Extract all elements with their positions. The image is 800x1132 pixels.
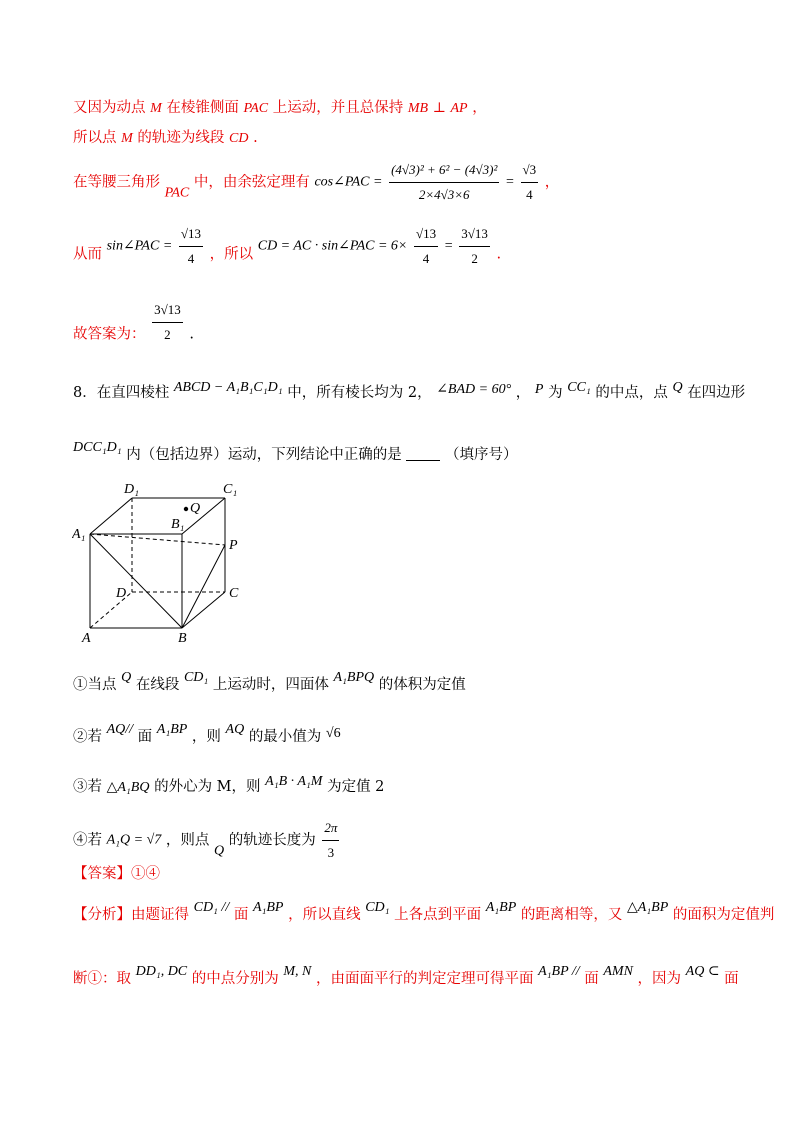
fraction-denominator: 2 bbox=[471, 251, 478, 266]
math-Q: Q bbox=[214, 843, 225, 859]
analysis-line-2 bbox=[73, 962, 739, 989]
math-AQ-subset: AQ ⊂ bbox=[685, 964, 720, 979]
line-A1B bbox=[90, 534, 182, 628]
label-P: P bbox=[229, 538, 238, 553]
answer-fraction bbox=[152, 300, 183, 345]
text: 断①：取 bbox=[73, 971, 131, 987]
text: ， bbox=[544, 174, 560, 191]
label-B1: B₁ bbox=[171, 517, 185, 532]
math-MN: M, N bbox=[283, 964, 312, 979]
text: 的中点分别为 bbox=[191, 971, 279, 987]
text: ，所以直线 bbox=[288, 907, 361, 923]
text: 中，所有棱长均为 2， bbox=[287, 385, 432, 401]
text: ， bbox=[472, 100, 487, 116]
text: 的体积为定值 bbox=[378, 677, 466, 693]
text: 在等腰三角形 bbox=[73, 174, 160, 191]
math-plane: A₁BP bbox=[156, 722, 188, 737]
math-CD: CD bbox=[229, 131, 249, 146]
math-CC1: CC₁ bbox=[567, 380, 591, 395]
cd-result-fraction bbox=[459, 224, 490, 269]
prism-diagram bbox=[72, 476, 252, 646]
label-C: C bbox=[229, 586, 239, 601]
math-tetrahedron: A₁BPQ bbox=[333, 670, 375, 685]
text: ，由面面平行的判定定理可得平面 bbox=[315, 971, 534, 987]
text: 上各点到平面 bbox=[394, 907, 482, 923]
math-plane: A₁BP bbox=[252, 900, 284, 915]
math-angle: ∠BAD = 60° bbox=[436, 382, 512, 397]
text: 在线段 bbox=[135, 677, 180, 693]
text: 的外心为 M，则 bbox=[154, 779, 261, 795]
text: ①当点 bbox=[73, 677, 117, 693]
math-sin-PAC: sin∠PAC = bbox=[106, 238, 173, 254]
text: 上运动时，四面体 bbox=[212, 677, 329, 693]
text: 上运动，并且总保持 bbox=[272, 100, 404, 116]
text: . bbox=[253, 130, 258, 146]
question-8-line-1 bbox=[73, 378, 745, 403]
math-triangle: △A₁BP bbox=[626, 900, 669, 915]
option-3 bbox=[73, 772, 384, 798]
solution-answer-line bbox=[73, 300, 194, 346]
text: 中，由余弦定理有 bbox=[193, 174, 310, 191]
text: 的中点，点 bbox=[595, 385, 668, 401]
option-4 bbox=[73, 818, 341, 862]
fraction-numerator: 3√13 bbox=[459, 224, 490, 247]
cd-fraction bbox=[414, 224, 438, 269]
math-condition: A₁Q = √7 bbox=[106, 832, 162, 848]
fraction-denominator: 4 bbox=[422, 251, 430, 266]
equals: = bbox=[506, 174, 514, 190]
text: 的面积为定值判 bbox=[672, 907, 775, 923]
analysis-line-1 bbox=[73, 898, 774, 925]
solution-line-1 bbox=[73, 98, 487, 119]
fraction-numerator: √13 bbox=[179, 224, 203, 247]
solution-line-3 bbox=[73, 160, 559, 206]
line-BP bbox=[182, 545, 225, 628]
math-plane: A₁BP bbox=[485, 900, 517, 915]
text: 的距离相等，又 bbox=[520, 907, 623, 923]
text: 从而 bbox=[73, 246, 102, 263]
label-B: B bbox=[178, 631, 187, 646]
edge-A1D1 bbox=[90, 498, 132, 534]
answer-line bbox=[73, 864, 160, 884]
math-PAC: PAC bbox=[164, 185, 190, 201]
math-triangle: △A₁BQ bbox=[106, 780, 150, 795]
text: 的轨迹长度为 bbox=[228, 832, 316, 849]
math-plane-AMN: AMN bbox=[603, 964, 633, 979]
math-CD-formula: CD = AC · sin∠PAC = 6× bbox=[257, 238, 408, 254]
text: . bbox=[496, 246, 502, 263]
label-D: D bbox=[116, 586, 127, 601]
text: ③若 bbox=[73, 779, 102, 795]
label-C1: C₁ bbox=[223, 482, 238, 497]
text: 所以点 bbox=[73, 130, 117, 146]
math-AQ-parallel: AQ// bbox=[106, 722, 134, 737]
fraction-numerator: √3 bbox=[521, 160, 539, 183]
text: ， bbox=[515, 385, 531, 401]
text: 为 bbox=[548, 385, 563, 401]
text: ，则点 bbox=[165, 832, 210, 849]
text: ，所以 bbox=[209, 246, 254, 263]
math-cos-PAC: cos∠PAC = bbox=[314, 174, 383, 190]
edge-BC bbox=[182, 592, 225, 628]
line-A1P bbox=[90, 534, 225, 545]
text: ②若 bbox=[73, 729, 102, 745]
math-vector-product: A₁B · A₁M bbox=[265, 774, 323, 789]
label-A1: A₁ bbox=[72, 527, 86, 542]
option-2 bbox=[73, 720, 341, 747]
answer-blank[interactable] bbox=[406, 446, 440, 461]
text: . bbox=[189, 326, 194, 343]
solution-line-4 bbox=[73, 224, 501, 270]
text: ④若 bbox=[73, 832, 102, 849]
math-segments: DD₁, DC bbox=[135, 964, 188, 979]
fraction-denominator: 2×4√3×6 bbox=[418, 187, 470, 202]
sine-fraction bbox=[179, 224, 203, 269]
point-Q bbox=[184, 507, 188, 511]
text: （填序号） bbox=[444, 447, 518, 463]
text: 面 bbox=[724, 971, 739, 987]
text: 为定值 2 bbox=[327, 779, 385, 795]
text: 故答案为： bbox=[73, 326, 146, 343]
text: 的最小值为 bbox=[248, 729, 322, 745]
text: 内（包括边界）运动，下列结论中正确的是 bbox=[126, 447, 402, 463]
math-CD1: CD₁ bbox=[183, 670, 209, 685]
math-prism: ABCD − A₁B₁C₁D₁ bbox=[173, 380, 283, 395]
text: 面 bbox=[584, 971, 599, 987]
text: 又因为动点 bbox=[73, 100, 146, 116]
fraction-numerator: √13 bbox=[414, 224, 438, 247]
text: 在四边形 bbox=[687, 385, 746, 401]
math-plane-parallel: A₁BP // bbox=[538, 964, 580, 979]
math-Q: Q bbox=[672, 380, 683, 395]
text: 在棱锥侧面 bbox=[166, 100, 239, 116]
option-1 bbox=[73, 668, 466, 695]
text: 【分析】由题证得 bbox=[73, 907, 189, 923]
math-MB: MB bbox=[407, 101, 429, 116]
fraction-denominator: 4 bbox=[187, 251, 195, 266]
answer-text: 【答案】①④ bbox=[73, 866, 160, 882]
text: ，因为 bbox=[637, 971, 682, 987]
text: 8．在直四棱柱 bbox=[73, 385, 170, 401]
math-face: DCC₁D₁ bbox=[73, 440, 122, 455]
math-PAC: PAC bbox=[243, 101, 269, 116]
text: 的轨迹为线段 bbox=[137, 130, 225, 146]
text: 面 bbox=[233, 907, 249, 923]
text: ，则 bbox=[191, 729, 221, 745]
text: 面 bbox=[137, 729, 153, 745]
math-M: M bbox=[121, 131, 133, 146]
edge-B1C1 bbox=[182, 498, 225, 534]
math-AP: AP bbox=[450, 101, 468, 116]
fraction-denominator: 4 bbox=[526, 187, 533, 202]
label-A: A bbox=[82, 631, 91, 646]
prism-figure bbox=[72, 476, 252, 650]
fraction-numerator: 2π bbox=[322, 818, 339, 841]
math-CD1: CD₁ bbox=[365, 900, 390, 915]
solution-line-2 bbox=[73, 128, 258, 149]
label-Q: Q bbox=[190, 501, 201, 516]
length-fraction bbox=[322, 818, 339, 863]
fraction-numerator: 3√13 bbox=[152, 300, 183, 323]
math-value: √6 bbox=[325, 726, 341, 741]
equals: = bbox=[444, 238, 453, 254]
label-D1: D₁ bbox=[124, 482, 139, 497]
math-AQ: AQ bbox=[225, 722, 245, 737]
fraction-denominator: 2 bbox=[164, 327, 171, 342]
perp-symbol: ⊥ bbox=[432, 101, 446, 116]
math-P: P bbox=[534, 382, 544, 397]
cosine-fraction bbox=[389, 160, 499, 205]
fraction-numerator: (4√3)² + 6² − (4√3)² bbox=[389, 160, 499, 183]
question-8-line-2 bbox=[73, 438, 517, 465]
fraction-denominator: 3 bbox=[327, 845, 335, 860]
math-CD1-parallel: CD₁ // bbox=[193, 900, 230, 915]
math-M: M bbox=[150, 101, 162, 116]
result-fraction bbox=[521, 160, 539, 205]
math-Q: Q bbox=[121, 670, 132, 685]
